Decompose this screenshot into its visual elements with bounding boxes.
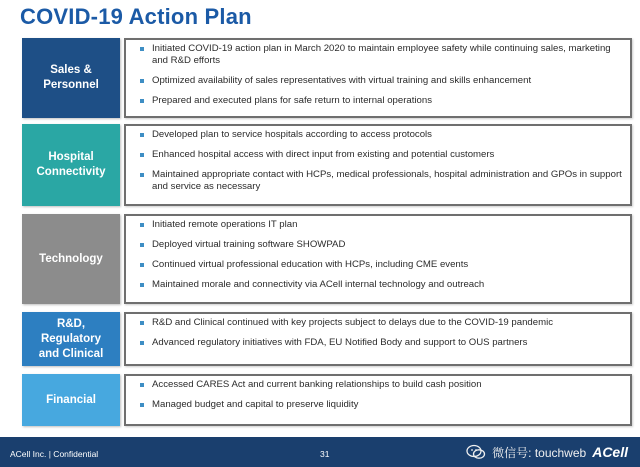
section-label-financial — [22, 374, 120, 426]
list-item: Initiated remote operations IT plan — [140, 219, 622, 231]
section-label-text: Financial — [46, 393, 96, 406]
footer-confidential: ACell Inc. | Confidential — [10, 449, 99, 459]
list-item: Initiated COVID-19 action plan in March 2020 to maintain employee safety while continuing sales, marketing and R&D efforts — [140, 43, 622, 67]
section-content-sales — [124, 38, 632, 118]
section-label-text: Sales & Personnel — [43, 64, 99, 91]
section-technology — [22, 214, 632, 304]
watermark-text: 微信号: touchweb — [492, 445, 587, 460]
section-sales-personnel — [22, 38, 632, 118]
section-label-sales — [22, 38, 120, 118]
list-item: Enhanced hospital access with direct input from existing and potential customers — [140, 149, 622, 161]
section-label-hospital — [22, 124, 120, 206]
section-rnd-regulatory-clinical — [22, 312, 632, 366]
list-item: R&D and Clinical continued with key projects subject to delays due to the COVID-19 pandemic — [140, 317, 622, 329]
list-item: Maintained morale and connectivity via ACell internal technology and outreach — [140, 279, 622, 291]
section-hospital-connectivity — [22, 124, 632, 206]
list-item: Continued virtual professional education with HCPs, including CME events — [140, 259, 622, 271]
section-content-technology — [124, 214, 632, 304]
list-item: Managed budget and capital to preserve liquidity — [140, 399, 622, 411]
footer-bar — [0, 437, 640, 467]
list-item: Optimized availability of sales representatives with virtual training and skills enhancement — [140, 75, 622, 87]
section-label-text: Hospital Connectivity — [36, 151, 106, 178]
section-content-rnd — [124, 312, 632, 366]
list-item: Accessed CARES Act and current banking relationships to build cash position — [140, 379, 622, 391]
list-item: Maintained appropriate contact with HCPs, medical professionals, hospital administration and GPOs in support and service as necessary — [140, 169, 622, 193]
watermark — [466, 437, 628, 467]
page-number: 31 — [320, 449, 330, 459]
acell-logo: ACell — [592, 444, 628, 460]
page-title: COVID-19 Action Plan — [20, 4, 252, 29]
list-item: Prepared and executed plans for safe return to internal operations — [140, 95, 622, 107]
section-content-hospital — [124, 124, 632, 206]
section-label-rnd — [22, 312, 120, 366]
section-label-text: R&D, Regulatory and Clinical — [38, 317, 104, 360]
list-item: Developed plan to service hospitals according to access protocols — [140, 129, 622, 141]
list-item: Advanced regulatory initiatives with FDA, EU Notified Body and support to OUS partners — [140, 337, 622, 349]
section-label-text: Technology — [39, 252, 103, 265]
wechat-icon — [466, 444, 486, 460]
section-content-financial — [124, 374, 632, 426]
section-label-technology — [22, 214, 120, 304]
list-item: Deployed virtual training software SHOWPAD — [140, 239, 622, 251]
section-financial — [22, 374, 632, 426]
